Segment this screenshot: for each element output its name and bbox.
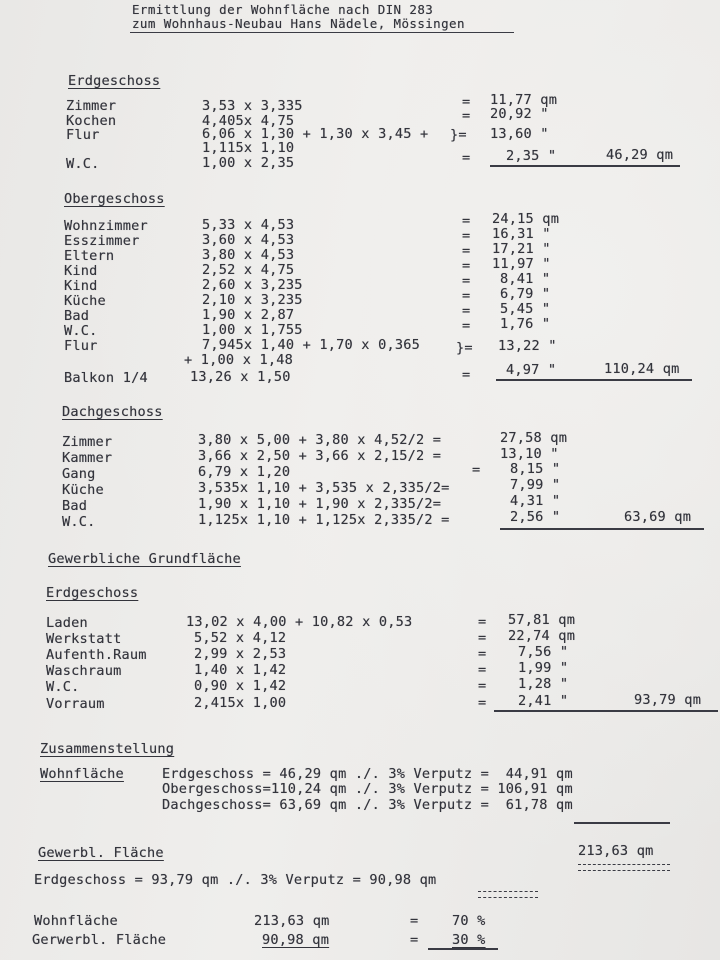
typed-text-line: = — [478, 630, 487, 646]
typed-text-line: Balkon 1/4 — [64, 370, 148, 386]
typed-text-line: 4,405x 4,75 — [202, 113, 295, 129]
typed-text-line: 7,99 " — [510, 477, 561, 493]
typed-text-line: = — [478, 678, 487, 694]
double-underline — [478, 891, 538, 898]
typed-text-line: Werkstatt — [46, 631, 122, 647]
sum-rule-line — [130, 32, 514, 33]
typed-text-line: = — [478, 614, 487, 630]
typed-text-line: W.C. — [62, 514, 96, 530]
typed-text-line: Küche — [64, 293, 106, 309]
typed-text-line: 6,79 " — [500, 286, 551, 302]
typed-text-line: Kochen — [66, 113, 117, 129]
typed-text-line: W.C. — [64, 323, 98, 339]
typed-text-line: 13,60 " — [490, 126, 549, 142]
typed-text-line: 46,29 qm — [606, 147, 674, 163]
typed-text-line: 3,53 x 3,335 — [202, 98, 303, 114]
typed-text-line: = — [410, 913, 419, 929]
typed-text-line: 8,15 " — [510, 461, 561, 477]
typed-text-line: W.C. — [66, 156, 100, 172]
sum-rule-line — [574, 822, 670, 824]
typed-text-line: 5,52 x 4,12 — [194, 630, 287, 646]
typed-text-line: = — [462, 243, 471, 259]
typed-text-line: 1,90 x 2,87 — [202, 307, 295, 323]
typed-text-line: Gang — [62, 466, 96, 482]
typed-text-line: 2,10 x 3,235 — [202, 292, 303, 308]
typed-text-line: 16,31 " — [492, 226, 551, 242]
typed-text-line: Bad — [62, 498, 88, 514]
typed-text-line: }= — [456, 340, 473, 356]
typed-text-line: Gewerbl. Fläche — [38, 845, 164, 861]
typed-text-line: Erdgeschoss — [68, 73, 161, 89]
typed-text-line: Flur — [64, 338, 98, 354]
typed-text-line: Waschraum — [46, 663, 122, 679]
typed-text-line: 4,97 " — [506, 362, 557, 378]
typed-text-line: 6,06 x 1,30 + 1,30 x 3,45 + — [202, 126, 429, 142]
typed-text-line: 13,22 " — [498, 338, 557, 354]
typed-text-line: 1,00 x 2,35 — [202, 155, 295, 171]
typed-text-line: = — [462, 213, 471, 229]
typed-text-line: 1,00 x 1,755 — [202, 322, 303, 338]
typed-text-line: = — [462, 228, 471, 244]
typed-text-line: Dachgeschoss= 63,69 qm ./. 3% Verputz = 61,78 qm — [162, 797, 573, 813]
typed-text-line: 11,77 qm — [490, 92, 558, 108]
typed-text-line: 17,21 " — [492, 241, 551, 257]
typed-text-line: = — [478, 695, 487, 711]
typed-text-line: 110,24 qm — [604, 361, 680, 377]
typed-text-line: = — [478, 646, 487, 662]
typed-text-line: Zimmer — [62, 434, 113, 450]
typed-text-line: 57,81 qm — [508, 612, 576, 628]
typed-text-line: Gewerbliche Grundfläche — [48, 551, 241, 567]
typed-text-line: 7,56 " — [518, 644, 569, 660]
typed-text-line: Wohnzimmer — [64, 218, 148, 234]
typed-text-line: Zusammenstellung — [40, 741, 175, 757]
typed-text-line: 22,74 qm — [508, 628, 576, 644]
typed-text-line: 5,45 " — [500, 301, 551, 317]
typed-text-line: 2,35 " — [506, 148, 557, 164]
typed-text-line: W.C. — [46, 679, 80, 695]
typed-text-line: Aufenth.Raum — [46, 647, 147, 663]
typed-text-line: 3,80 x 5,00 + 3,80 x 4,52/2 = — [198, 432, 442, 448]
typed-text-line: zum Wohnhaus-Neubau Hans Nädele, Mössingen — [132, 16, 465, 31]
typed-text-line: = — [472, 462, 481, 478]
typed-text-line: Dachgeschoss — [62, 404, 163, 420]
typed-text-line: 13,02 x 4,00 + 10,82 x 0,53 — [186, 614, 413, 630]
typed-text-line: Wohnfläche — [34, 913, 118, 929]
typed-text-line: Esszimmer — [64, 233, 140, 249]
typed-text-line: Obergeschoss=110,24 qm ./. 3% Verputz = 106,91 qm — [162, 781, 573, 797]
typed-text-line: 2,52 x 4,75 — [202, 262, 295, 278]
typed-text-line: 13,10 " — [500, 446, 559, 462]
typed-text-line: 27,58 qm — [500, 430, 568, 446]
typed-text-line: 3,80 x 4,53 — [202, 247, 295, 263]
typed-text-line: 20,92 " — [490, 106, 549, 122]
typed-text-line: 3,60 x 4,53 — [202, 232, 295, 248]
typed-text-line: 90,98 qm — [262, 932, 330, 948]
typed-text-line: 63,69 qm — [624, 509, 692, 525]
typed-text-line: 0,90 x 1,42 — [194, 678, 287, 694]
typed-text-line: Laden — [46, 615, 88, 631]
typed-text-line: Zimmer — [66, 98, 117, 114]
typed-text-line: = — [462, 258, 471, 274]
typed-text-line: = — [462, 150, 471, 166]
typed-text-line: 3,66 x 2,50 + 3,66 x 2,15/2 = — [198, 448, 442, 464]
typed-text-line: Kammer — [62, 450, 113, 466]
typed-text-line: 1,76 " — [500, 316, 551, 332]
typed-text-line: 4,31 " — [510, 493, 561, 509]
typed-text-line: Flur — [66, 127, 100, 143]
typed-text-line: 213,63 qm — [254, 913, 330, 929]
typed-text-line: Bad — [64, 308, 90, 324]
typed-text-line: 1,40 x 1,42 — [194, 662, 287, 678]
typed-text-line: 213,63 qm — [578, 843, 654, 859]
typed-text-line: = — [462, 288, 471, 304]
typed-text-line: = — [462, 94, 471, 110]
typed-text-line: 13,26 x 1,50 — [190, 369, 291, 385]
typed-text-line: 1,99 " — [518, 660, 569, 676]
typed-text-line: = — [462, 367, 471, 383]
typed-text-line: = — [478, 662, 487, 678]
typed-text-line: }= — [450, 127, 467, 143]
typed-text-line: 5,33 x 4,53 — [202, 217, 295, 233]
typed-text-line: 24,15 qm — [492, 211, 560, 227]
typed-text-line: = — [462, 273, 471, 289]
typed-text-line: Eltern — [64, 248, 115, 264]
typed-text-line: 1,90 x 1,10 + 1,90 x 2,335/2= — [198, 496, 442, 512]
sum-rule-line — [490, 165, 680, 167]
typed-text-line: Vorraum — [46, 696, 105, 712]
typed-text-line: 7,945x 1,40 + 1,70 x 0,365 — [202, 337, 420, 353]
typed-text-line: Küche — [62, 482, 104, 498]
sum-rule-line — [496, 379, 692, 381]
typed-text-line: Erdgeschoss — [46, 585, 139, 601]
typed-text-line: 1,115x 1,10 — [202, 140, 295, 156]
sum-rule-line — [494, 710, 718, 712]
typed-text-line: 2,99 x 2,53 — [194, 646, 287, 662]
typed-text-line: Erdgeschoss = 93,79 qm ./. 3% Verputz = 90,98 qm — [34, 872, 437, 888]
typed-text-line: 1,125x 1,10 + 1,125x 2,335/2 = — [198, 512, 450, 528]
typed-text-line: 6,79 x 1,20 — [198, 464, 291, 480]
typed-text-line: 11,97 " — [492, 256, 551, 272]
typed-text-line: 70 % — [452, 913, 486, 929]
typed-text-line: = — [410, 932, 419, 948]
typed-text-line: Ermittlung der Wohnfläche nach DIN 283 — [132, 2, 434, 17]
typed-text-line: + 1,00 x 1,48 — [184, 352, 293, 368]
typed-text-line: 30 % — [452, 932, 486, 948]
typed-text-line: Gerwerbl. Fläche — [32, 932, 167, 948]
typed-text-line: Kind — [64, 263, 98, 279]
typed-text-line: Erdgeschoss = 46,29 qm ./. 3% Verputz = 44,91 qm — [162, 766, 573, 782]
typed-text-line: Kind — [64, 278, 98, 294]
typed-text-line: = — [462, 318, 471, 334]
typed-text-line: 93,79 qm — [634, 692, 702, 708]
typed-text-line: Obergeschoss — [64, 191, 165, 207]
sum-rule-line — [428, 948, 498, 950]
typed-text-line: 8,41 " — [500, 271, 551, 287]
typed-text-line: 2,415x 1,00 — [194, 695, 287, 711]
typed-text-line: = — [462, 108, 471, 124]
typed-text-line: 2,56 " — [510, 509, 561, 525]
typed-text-line: 2,41 " — [518, 693, 569, 709]
sum-rule-line — [500, 528, 704, 530]
typed-text-line: Wohnfläche — [40, 766, 124, 782]
typed-text-line: 1,28 " — [518, 676, 569, 692]
typed-text-line: 3,535x 1,10 + 3,535 x 2,335/2= — [198, 480, 450, 496]
typed-text-line: = — [462, 303, 471, 319]
double-underline — [578, 864, 670, 871]
typed-text-line: 2,60 x 3,235 — [202, 277, 303, 293]
